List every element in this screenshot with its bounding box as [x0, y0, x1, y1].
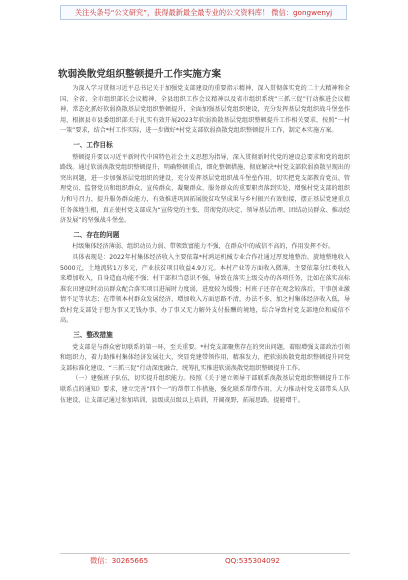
contact-footer	[60, 553, 350, 568]
body-paragraph: 具体表现是：2022年村集体经济收入主要依靠*村鸿运机械专业合作社通过厚度地整治、旋地整地收入5000元，土地流转1万多元，产业扶贫项目收益4.9万元。本村产业等方面收入微薄，主要依靠分红类收入来增加收入，自身造血功能不强；村干部担当意识不强，导致在落实上级交办的各项任务，比如在落实高标准农田建设时动员群众配合落实项目进展时力度弱，进度较为缓慢；村班子还存在观念较落后，干事创业激情不足等状态；在带领本村群众发展经济，增加收入方面思路不清，办法不多，加之村集体经济收入低，导致村党支部处于想为事又无钱办事、办了事又无力解外支付报酬的境地，综合导致村党支部地位和威信不高。	[60, 253, 350, 325]
body-paragraph: 整顿提升要以习近平新时代中国特色社会主义思想为指导，深入贯彻新时代党的建设总要求和党的组织路线。通过软弱涣散党组织整顿提升，明确整顿重点，细化整顿措施，彻底解决*村党支部软弱涣散呈现出的突出问题，进一步加强基层党组织的建设，充分发挥基层党组织战斗堡垒作用，切实把党支部教育党员、管理党员、监督党员和组织群众、宣传群众、凝聚群众、服务群众的重要职责落到实处，增强村党支部的组织力和号召力，提升服务群众能力，有效推进巩固拓展脱贫攻坚成果与乡村振兴有效衔接，摆正基层党建重点任务落地生根，真正使村党支部成为“宣传党的主张、贯彻党的决定、领导基层治理、团结动员群众、推动经济发展”的坚强战斗堡垒。	[60, 153, 350, 225]
body-paragraph: 为深入学习贯彻习近平总书记关于加强党支部建设的重要指示精神，深入贯彻落实党的二十大精神和全国、全省、全市组织部长会议精神、全县组织工作会议精神以及省市组织系统“三抓三促”行动推进会议精神，常态化抓好软弱涣散基层党组织整顿提升，全面加强基层党组织建设，充分发挥基层党组织战斗堡垒作用，根据县市县委组织部关于扎实有效开展2023年软弱涣散基层党组织整顿提升工作相关要求，按照“一村一策”要求，结合*村工作实际，进一步做好*村党支部软弱涣散党组织整顿提升工作，制定本实施方案。	[60, 85, 350, 135]
document-title: 软弱涣散党组织整顿提升工作实施方案	[58, 69, 222, 80]
document-body	[60, 84, 350, 406]
body-paragraph: 党支部是与群众密切联系的第一环，至关重要。*村党支部聚焦存在的突出问题，着眼增强支部政治引领和组织力，着力助推村集体经济发展壮大，突显党建带领作用，精准发力，把软弱涣散党组织整顿提升同党支部标准化建设、“三抓三促”行动深度融合，统筹扎实推进软弱涣散党组织整顿提升工作。	[60, 343, 350, 372]
section-heading: 二、存在的问题	[73, 230, 120, 239]
promo-banner: 关注头条号“公文研究”，获得最新最全最专业的公文资料库！ 微信：gongwenyj	[60, 5, 347, 20]
body-paragraph: （一）建强班子队伍，切实提升组织能力。按照《关于建立领导干部联系涣散基层党组织整顿提升工作联系点的通知》要求，建立完善“四个一”的帮带工作措施，强化联系帮带作用，大力推动村党支部带头人队伍建设，让支部记通过参加培训、县级成员级以上培训，开阔视野，拓展思路，提能增干。	[60, 375, 350, 404]
section-heading: 三、整改措施	[73, 331, 113, 340]
section-heading: 一、工作目标	[73, 140, 113, 149]
body-paragraph: 村级集体经济薄弱、组织动员力弱、带领致富能力不强，在群众中的威信不高的，作用发挥不好。	[72, 243, 335, 251]
footer-qq: QQ:535304092	[225, 556, 280, 565]
footer-wechat: 微信：30265665	[90, 556, 149, 565]
